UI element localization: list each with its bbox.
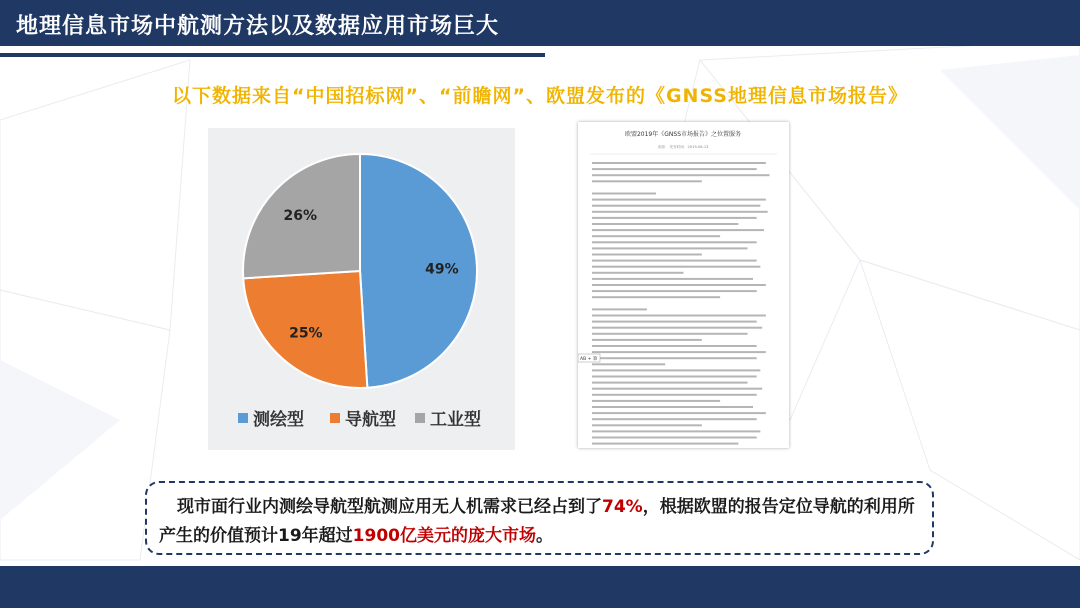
document-text-line: [592, 199, 766, 201]
report-document-thumbnail: [578, 122, 789, 448]
document-text-line: [592, 376, 757, 378]
page-title: 地理信息市场中航测方法以及数据应用市场巨大: [16, 14, 500, 39]
document-text-line: [592, 223, 738, 225]
document-text-line: [592, 162, 766, 164]
document-text-line: [592, 394, 757, 396]
document-text-line: [592, 363, 665, 365]
document-text-line: [592, 296, 720, 298]
document-text-line: [592, 430, 760, 432]
document-text-line: [592, 412, 766, 414]
pie-chart-panel: [208, 128, 515, 450]
legend-label-1: 测绘型: [253, 410, 304, 430]
source-subtitle: 以下数据来自“中国招标网”、“前瞻网”、欧盟发布的《GNSS地理信息市场报告》: [172, 85, 908, 107]
report-document-image: [578, 122, 789, 448]
conclusion-part-1: 现市面行业内测绘导航型航测应用无人机需求已经占到了: [177, 497, 602, 517]
conclusion-callout: [145, 481, 934, 555]
footer-bar: [0, 566, 1080, 608]
document-text-line: [592, 290, 757, 292]
document-text-line: [592, 418, 757, 420]
document-title: 欧盟2019年《GNSS市场报告》之位置服务: [624, 131, 742, 138]
highlight-market-size: 1900亿美元的庞大市场: [352, 526, 536, 546]
document-text-line: [592, 424, 702, 426]
legend-label-2: 导航型: [345, 410, 396, 430]
document-text-line: [592, 315, 766, 317]
document-text-line: [592, 211, 768, 213]
document-text-line: [592, 443, 738, 445]
document-text-line: [592, 351, 766, 353]
document-body-text: [592, 162, 770, 445]
document-text-line: [592, 217, 757, 219]
document-text-line: [592, 327, 762, 329]
conclusion-part-3: 。: [536, 526, 553, 546]
document-text-line: [592, 308, 647, 310]
document-text-line: [592, 388, 762, 390]
legend-swatch-2: [330, 413, 340, 423]
document-text-line: [592, 229, 764, 231]
document-text-line: [592, 333, 748, 335]
document-text-line: [592, 284, 766, 286]
header-bar: [0, 0, 1080, 46]
document-text-line: [592, 437, 757, 439]
document-text-line: [592, 272, 684, 274]
document-text-line: [592, 406, 753, 408]
document-text-line: [592, 168, 757, 170]
legend-swatch-3: [415, 413, 425, 423]
document-text-line: [592, 400, 720, 402]
document-text-line: [592, 278, 753, 280]
document-text-line: [592, 357, 757, 359]
document-text-line: [592, 247, 748, 249]
document-text-line: [592, 339, 702, 341]
title-underline: [0, 53, 545, 57]
document-text-line: [592, 382, 748, 384]
document-text-line: [592, 235, 720, 237]
document-text-line: [592, 321, 757, 323]
pie-data-label-3: 26%: [283, 207, 318, 224]
document-text-line: [592, 266, 760, 268]
highlight-74-percent: 74%: [602, 497, 643, 517]
pie-slice-1: [360, 154, 477, 388]
ime-overlay: AB + 筆: [580, 357, 598, 362]
conclusion-part-2: ，根据欧盟的报告定位导航的利用所产生的价值预计19年超过: [159, 497, 915, 546]
document-text-line: [592, 345, 757, 347]
document-text-line: [592, 193, 656, 195]
pie-chart: [208, 128, 515, 450]
document-text-line: [592, 369, 760, 371]
document-text-line: [592, 260, 757, 262]
pie-data-label-2: 25%: [289, 325, 323, 342]
document-text-line: [592, 205, 760, 207]
document-text-line: [592, 174, 770, 176]
pie-data-label-1: 49%: [425, 261, 459, 278]
document-meta: 来源： 发布时间：2019-06-13: [657, 145, 709, 149]
conclusion-text: [159, 493, 924, 551]
document-text-line: [592, 241, 757, 243]
legend-swatch-1: [238, 413, 248, 423]
document-text-line: [592, 180, 702, 182]
legend-label-3: 工业型: [430, 410, 481, 430]
document-text-line: [592, 254, 702, 256]
